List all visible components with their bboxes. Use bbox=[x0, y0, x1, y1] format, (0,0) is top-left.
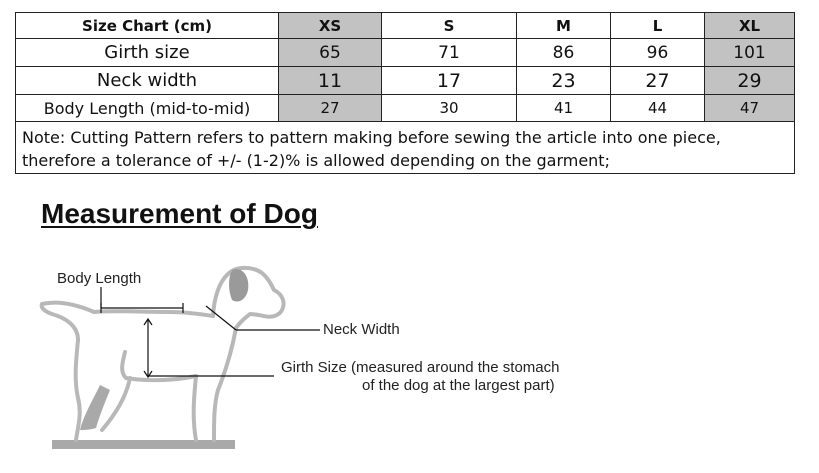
neck-width-label: Neck Width bbox=[323, 321, 400, 338]
measurement-title: Measurement of Dog bbox=[41, 198, 318, 229]
dog-ear-shape bbox=[229, 269, 248, 301]
size-chart-table bbox=[15, 12, 795, 174]
girth-xl-value: 101 bbox=[705, 39, 795, 67]
row-label-body-length: Body Length (mid-to-mid) bbox=[16, 95, 279, 122]
girth-l-value: 96 bbox=[611, 39, 705, 67]
size-header-m: M bbox=[517, 13, 611, 39]
body-length-s-value: 30 bbox=[382, 95, 517, 122]
ground-bar bbox=[52, 440, 235, 449]
body-length-m-value: 41 bbox=[517, 95, 611, 122]
girth-m-value: 86 bbox=[517, 39, 611, 67]
neck-xs-value: 11 bbox=[279, 67, 382, 95]
girth-size-label-line2: of the dog at the largest part) bbox=[362, 377, 555, 394]
size-header-s: S bbox=[382, 13, 517, 39]
body-length-xl-value: 47 bbox=[705, 95, 795, 122]
girth-s-value: 71 bbox=[382, 39, 517, 67]
note-line-1: Note: Cutting Pattern refers to pattern making before sewing the article into one piece, bbox=[22, 127, 721, 147]
neck-m-value: 23 bbox=[517, 67, 611, 95]
body-length-label: Body Length bbox=[57, 270, 142, 287]
table-row-neck bbox=[16, 67, 795, 95]
table-row-body-length bbox=[16, 95, 795, 122]
girth-xs-value: 65 bbox=[279, 39, 382, 67]
body-length-l-value: 44 bbox=[611, 95, 705, 122]
table-row-girth bbox=[16, 39, 795, 67]
size-header-l: L bbox=[611, 13, 705, 39]
body-length-xs-value: 27 bbox=[279, 95, 382, 122]
row-label-neck: Neck width bbox=[16, 67, 279, 95]
neck-width-arrow bbox=[206, 306, 236, 330]
row-label-girth: Girth size bbox=[16, 39, 279, 67]
size-chart-note bbox=[16, 122, 795, 174]
neck-s-value: 17 bbox=[382, 67, 517, 95]
girth-size-label-line1: Girth Size (measured around the stomach bbox=[281, 359, 560, 376]
table-row-note bbox=[16, 122, 795, 174]
dog-illustration bbox=[42, 268, 284, 440]
neck-l-value: 27 bbox=[611, 67, 705, 95]
size-header-xs: XS bbox=[279, 13, 382, 39]
neck-xl-value: 29 bbox=[705, 67, 795, 95]
size-chart-header-row bbox=[16, 13, 795, 39]
note-line-2: therefore a tolerance of +/- (1-2)% is allowed depending on the garment; bbox=[22, 150, 610, 170]
size-chart-header-label: Size Chart (cm) bbox=[16, 13, 279, 39]
size-header-xl: XL bbox=[705, 13, 795, 39]
